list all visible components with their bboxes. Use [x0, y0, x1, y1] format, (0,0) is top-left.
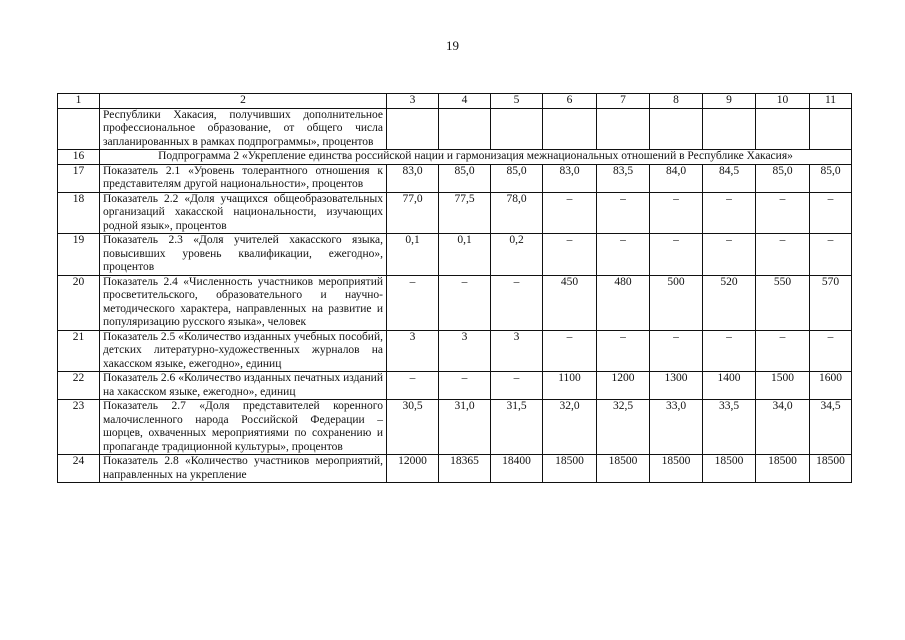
value-cell: 3 [491, 330, 543, 372]
value-cell: – [543, 192, 597, 234]
value-cell: 12000 [387, 455, 439, 483]
column-number: 9 [703, 94, 756, 109]
value-cell: 33,5 [703, 400, 756, 455]
table-row [58, 192, 852, 234]
column-numbers-row [58, 94, 852, 109]
column-number: 7 [597, 94, 650, 109]
row-number: 16 [58, 150, 100, 165]
value-cell: – [703, 330, 756, 372]
value-cell: – [650, 234, 703, 276]
value-cell: 1300 [650, 372, 703, 400]
value-cell: 18500 [597, 455, 650, 483]
value-cell: 31,0 [439, 400, 491, 455]
value-cell: – [756, 330, 810, 372]
value-cell: 85,0 [491, 164, 543, 192]
value-cell: – [491, 275, 543, 330]
row-number: 22 [58, 372, 100, 400]
value-cell: – [650, 192, 703, 234]
indicator-text: Республики Хакасия, получивших дополнительное профессиональное образование, от общего числа запланированных в рамках подпрограммы», процентов [100, 108, 387, 150]
column-number: 2 [100, 94, 387, 109]
value-cell: 85,0 [756, 164, 810, 192]
value-cell: 83,5 [597, 164, 650, 192]
value-cell: 31,5 [491, 400, 543, 455]
row-number: 18 [58, 192, 100, 234]
value-cell [650, 108, 703, 150]
row-number: 20 [58, 275, 100, 330]
table-row [58, 164, 852, 192]
continued-row [58, 108, 852, 150]
value-cell: – [387, 372, 439, 400]
value-cell: 18500 [756, 455, 810, 483]
table-row [58, 275, 852, 330]
value-cell: 1500 [756, 372, 810, 400]
column-number: 10 [756, 94, 810, 109]
value-cell: 32,5 [597, 400, 650, 455]
indicator-text: Показатель 2.3 «Доля учителей хакасского языка, повысивших уровень квалификации, ежегодно», процентов [100, 234, 387, 276]
value-cell: – [543, 234, 597, 276]
value-cell: 18400 [491, 455, 543, 483]
column-number: 1 [58, 94, 100, 109]
value-cell: 77,5 [439, 192, 491, 234]
value-cell: 85,0 [439, 164, 491, 192]
value-cell: 0,1 [439, 234, 491, 276]
value-cell: – [703, 192, 756, 234]
value-cell: 0,2 [491, 234, 543, 276]
value-cell: 500 [650, 275, 703, 330]
value-cell: 18365 [439, 455, 491, 483]
value-cell: – [491, 372, 543, 400]
value-cell: 78,0 [491, 192, 543, 234]
value-cell: – [756, 192, 810, 234]
value-cell: 0,1 [387, 234, 439, 276]
value-cell: 33,0 [650, 400, 703, 455]
table-row [58, 455, 852, 483]
column-number: 4 [439, 94, 491, 109]
table-row [58, 330, 852, 372]
value-cell: 480 [597, 275, 650, 330]
row-number: 23 [58, 400, 100, 455]
row-number: 21 [58, 330, 100, 372]
row-number: 17 [58, 164, 100, 192]
value-cell: – [810, 330, 852, 372]
value-cell: 3 [387, 330, 439, 372]
value-cell: 1400 [703, 372, 756, 400]
column-number: 6 [543, 94, 597, 109]
indicator-text: Показатель 2.7 «Доля представителей коренного малочисленного народа Российской Федерации – шорцев, охваченных мероприятиями по сохранению и пропаганде традиционной культуры», процентов [100, 400, 387, 455]
value-cell: – [703, 234, 756, 276]
column-number: 8 [650, 94, 703, 109]
value-cell: 32,0 [543, 400, 597, 455]
value-cell: 83,0 [543, 164, 597, 192]
value-cell: – [597, 330, 650, 372]
indicator-text: Показатель 2.6 «Количество изданных печатных изданий на хакасском языке, ежегодно», единиц [100, 372, 387, 400]
value-cell: – [810, 192, 852, 234]
value-cell [810, 108, 852, 150]
indicator-text: Показатель 2.4 «Численность участников мероприятий просветительского, образовательного и научно-методического характера, направленных на развитие и популяризацию русского языка», человек [100, 275, 387, 330]
page-number: 19 [446, 38, 459, 53]
value-cell [491, 108, 543, 150]
indicator-text: Показатель 2.5 «Количество изданных учебных пособий, детских литературно-художественных журналов на хакасском языке, ежегодно», единиц [100, 330, 387, 372]
value-cell [597, 108, 650, 150]
value-cell [543, 108, 597, 150]
value-cell: – [810, 234, 852, 276]
value-cell: – [543, 330, 597, 372]
value-cell: 1600 [810, 372, 852, 400]
value-cell: 85,0 [810, 164, 852, 192]
value-cell: 30,5 [387, 400, 439, 455]
value-cell: 34,5 [810, 400, 852, 455]
value-cell: – [439, 372, 491, 400]
table-row [58, 234, 852, 276]
row-number: 24 [58, 455, 100, 483]
value-cell: – [756, 234, 810, 276]
value-cell [387, 108, 439, 150]
indicator-text: Показатель 2.1 «Уровень толерантного отношения к представителям другой национальности», процентов [100, 164, 387, 192]
value-cell: – [597, 192, 650, 234]
value-cell: 18500 [650, 455, 703, 483]
subprogram-title: Подпрограмма 2 «Укрепление единства российской нации и гармонизация межнациональных отношений в Республике Хакасия» [100, 150, 852, 165]
indicator-text: Показатель 2.2 «Доля учащихся общеобразовательных организаций хакасской национальности, изучающих родной язык», процентов [100, 192, 387, 234]
value-cell: – [387, 275, 439, 330]
value-cell: 18500 [703, 455, 756, 483]
value-cell: 570 [810, 275, 852, 330]
value-cell: – [597, 234, 650, 276]
value-cell: 84,0 [650, 164, 703, 192]
column-number: 11 [810, 94, 852, 109]
value-cell: 77,0 [387, 192, 439, 234]
value-cell: 1200 [597, 372, 650, 400]
subprogram-row [58, 150, 852, 165]
value-cell [756, 108, 810, 150]
value-cell: – [439, 275, 491, 330]
column-number: 5 [491, 94, 543, 109]
value-cell: 1100 [543, 372, 597, 400]
indicators-table [57, 93, 852, 483]
table-row [58, 372, 852, 400]
row-number [58, 108, 100, 150]
column-number: 3 [387, 94, 439, 109]
value-cell [703, 108, 756, 150]
value-cell [439, 108, 491, 150]
value-cell: 550 [756, 275, 810, 330]
value-cell: 18500 [543, 455, 597, 483]
value-cell: 84,5 [703, 164, 756, 192]
indicator-text: Показатель 2.8 «Количество участников мероприятий, направленных на укрепление [100, 455, 387, 483]
value-cell: 450 [543, 275, 597, 330]
row-number: 19 [58, 234, 100, 276]
table-row [58, 400, 852, 455]
value-cell: 18500 [810, 455, 852, 483]
value-cell: 34,0 [756, 400, 810, 455]
value-cell: 3 [439, 330, 491, 372]
value-cell: – [650, 330, 703, 372]
value-cell: 520 [703, 275, 756, 330]
value-cell: 83,0 [387, 164, 439, 192]
